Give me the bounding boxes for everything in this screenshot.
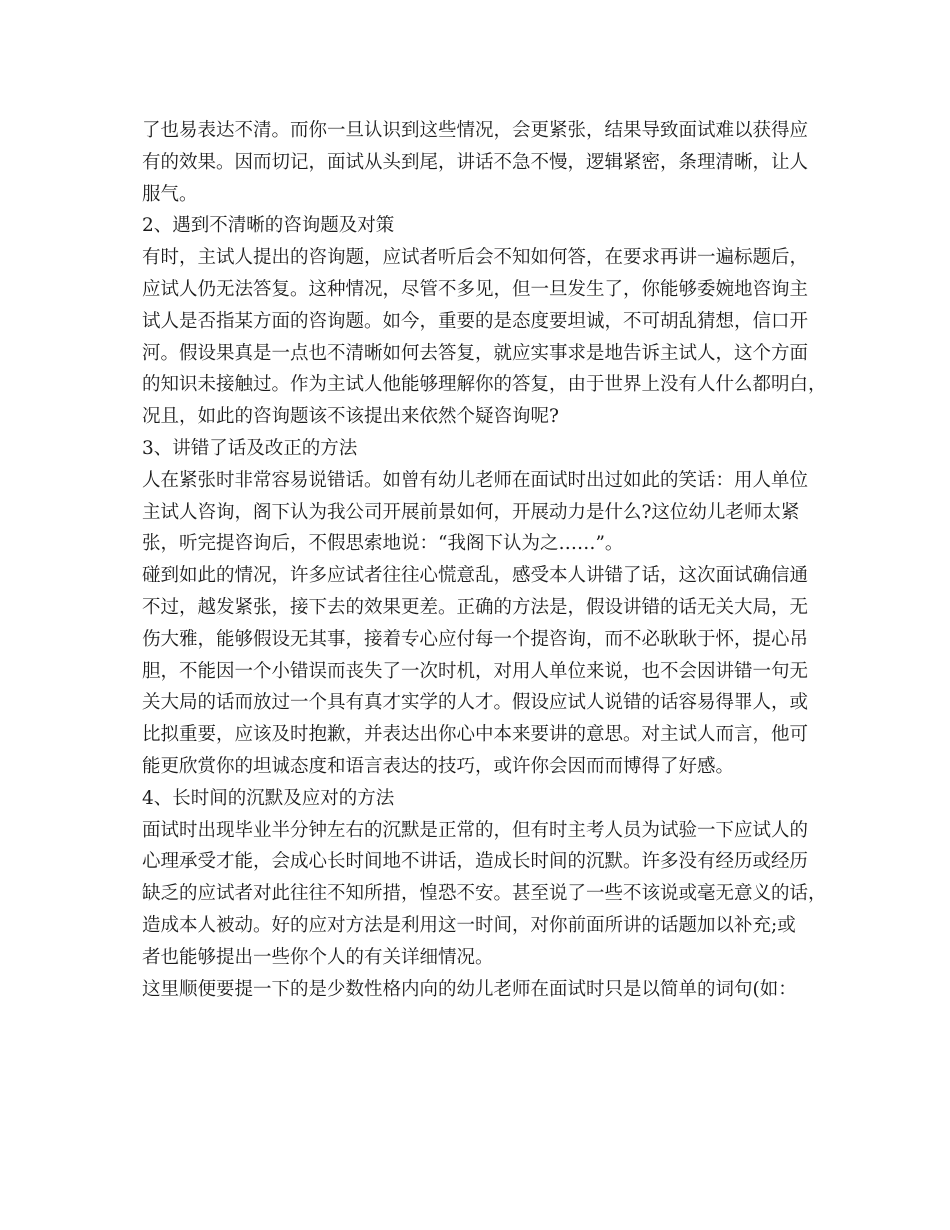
paragraph-line: 有时，主试人提出的咨询题，应试者听后会不知如何答，在要求再讲一遍标题后，	[142, 247, 809, 269]
paragraph-line: 主试人咨询，阁下认为我公司开展前景如何，开展动力是什么?这位幼儿老师太紧	[142, 501, 800, 523]
paragraph-line: 不过，越发紧张，接下去的效果更差。正确的方法是，假设讲错的话无关大局，无	[142, 596, 809, 618]
paragraph-line: 了也易表达不清。而你一旦认识到这些情况，会更紧张，结果导致面试难以获得应	[142, 120, 809, 141]
paragraph-line: 服气。	[142, 183, 198, 205]
paragraph-line: 者也能够提出一些你个人的有关详细情况。	[142, 946, 494, 968]
paragraph-line: 碰到如此的情况，许多应试者往往心慌意乱，感受本人讲错了话，这次面试确信通	[142, 565, 809, 587]
paragraph-line: 缺乏的应试者对此往往不知所措，惶恐不安。甚至说了一些不该说或毫无意义的话，	[142, 883, 827, 905]
paragraph-line: 人在紧张时非常容易说错话。如曾有幼儿老师在面试时出过如此的笑话：用人单位	[142, 469, 809, 491]
paragraph-line: 应试人仍无法答复。这种情况，尽管不多见，但一旦发生了，你能够委婉地咨询主	[142, 278, 809, 300]
paragraph-line: 伤大雅，能够假设无其事，接着专心应付每一个提咨询，而不必耿耿于怀，提心吊	[142, 628, 809, 650]
paragraph-line: 河。假设果真是一点也不清晰如何去答复，就应实事求是地告诉主试人，这个方面	[142, 342, 809, 364]
paragraph-line: 面试时出现毕业半分钟左右的沉默是正常的，但有时主考人员为试验一下应试人的	[142, 819, 809, 841]
paragraph-line: 关大局的话而放过一个具有真才实学的人才。假设应试人说错的话容易得罪人，或	[142, 692, 809, 714]
paragraph-line: 试人是否指某方面的咨询题。如今，重要的是态度要坦诚，不可胡乱猜想，信口开	[142, 310, 809, 332]
section-heading: 2、遇到不清晰的咨询题及对策	[142, 215, 395, 237]
paragraph-line: 的知识未接触过。作为主试人他能够理解你的答复，由于世界上没有人什么都明白，	[142, 374, 827, 396]
paragraph-line: 胆，不能因一个小错误而丧失了一次时机，对用人单位来说，也不会因讲错一句无	[142, 660, 809, 682]
section-heading: 3、讲错了话及改正的方法	[142, 437, 358, 459]
document-body	[142, 115, 832, 1005]
paragraph-line: 况且，如此的咨询题该不该提出来依然个疑咨询呢?	[142, 406, 559, 428]
paragraph-line: 张，听完提咨询后，不假思索地说：“我阁下认为之……”。	[142, 533, 624, 555]
paragraph-line: 有的效果。因而切记，面试从头到尾，讲话不急不慢，逻辑紧密，条理清晰，让人	[142, 151, 809, 173]
section-heading: 4、长时间的沉默及应对的方法	[142, 787, 395, 809]
paragraph-line: 能更欣赏你的坦诚态度和语言表达的技巧，或许你会因而而博得了好感。	[142, 755, 735, 777]
paragraph-line: 心理承受才能，会成心长时间地不讲话，造成长时间的沉默。许多没有经历或经历	[142, 851, 809, 873]
paragraph-line: 造成本人被动。好的应对方法是利用这一时间，对你前面所讲的话题加以补充;或	[142, 914, 796, 936]
paragraph-line: 这里顺便要提一下的是少数性格内向的幼儿老师在面试时只是以简单的词句(如：	[142, 978, 797, 1000]
paragraph-line: 比拟重要，应该及时抱歉，并表达出你心中本来要讲的意思。对主试人而言，他可	[142, 724, 809, 746]
